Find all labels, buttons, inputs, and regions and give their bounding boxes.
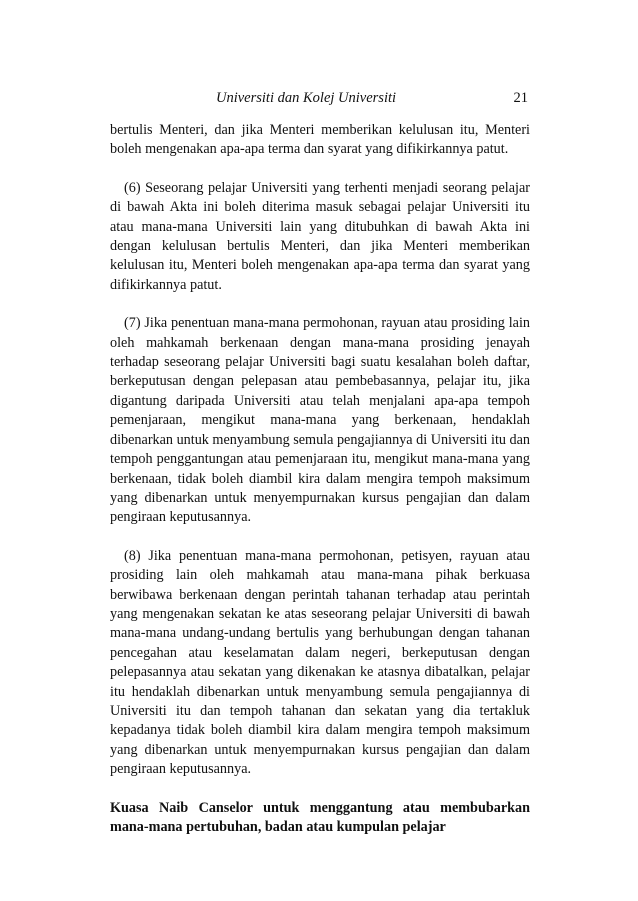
page-number: 21: [513, 90, 528, 106]
paragraph-subsection-8: (8) Jika penentuan mana-mana permohonan, petisyen, rayuan atau prosiding lain oleh mahkamah atau mana-mana pihak berkuasa berwibawa berkenaan dengan perintah tahanan terhadap atau perintah yang mengenakan sekatan ke atas seseorang pelajar Universiti di bawah mana-mana undang-undang bertulis yang berhubungan dengan tahanan pencegahan atau keselamatan dalam negeri, berkeputusan dengan pelepasannya atau sekatan yang dikenakan ke atasnya dibatalkan, pelajar itu hendaklah dibenarkan untuk menyambung semula pengajiannya di Universiti itu dan tempoh tahanan dan sekatan yang dia tertakluk kepadanya tidak boleh diambil kira dalam mengira tempoh maksimum yang dibenarkan untuk menyempurnakan kursus pengajian dan dalam pengiraan keputusannya.: [110, 547, 530, 778]
paragraph-subsection-6: (6) Seseorang pelajar Universiti yang terhenti menjadi seorang pelajar di bawah Akta ini boleh diterima masuk sebagai pelajar Universiti itu atau mana-mana Universiti lain yang ditubuhkan di bawah Akta ini dengan kelulusan bertulis Menteri, dan jika Menteri memberikan kelulusan itu, Menteri boleh mengenakan apa-apa terma dan syarat yang difikirkannya patut.: [110, 179, 530, 293]
paragraph-continuation: bertulis Menteri, dan jika Menteri memberikan kelulusan itu, Menteri boleh mengenakan apa-apa terma dan syarat yang difikirkannya patut.: [110, 122, 530, 158]
paragraph-subsection-7: (7) Jika penentuan mana-mana permohonan, rayuan atau prosiding lain oleh mahkamah berkenaan dengan mana-mana prosiding jenayah terhadap seseorang pelajar Universiti bagi suatu kesalahan boleh daftar, berkeputusan dengan pelepasan atau pembebasannya, pelajar itu, jika digantung daripada Universiti atau telah menjalani apa-apa tempoh pemenjaraan, mengikut mana-mana yang berkenaan, hendaklah dibenarkan untuk menyambung semula pengajiannya di Universiti itu dan tempoh penggantungan atau pemenjaraan itu, mengikut mana-mana yang berkenaan, tidak boleh diambil kira dalam mengira tempoh maksimum yang dibenarkan untuk menyempurnakan kursus pengajian dan dalam pengiraan keputusannya.: [110, 315, 531, 526]
body-text: [110, 121, 530, 837]
running-header: [110, 90, 530, 110]
running-title: Universiti dan Kolej Universiti: [216, 90, 397, 106]
section-heading: Kuasa Naib Canselor untuk menggantung atau membubarkan mana-mana pertubuhan, badan atau kumpulan pelajar: [110, 799, 530, 835]
